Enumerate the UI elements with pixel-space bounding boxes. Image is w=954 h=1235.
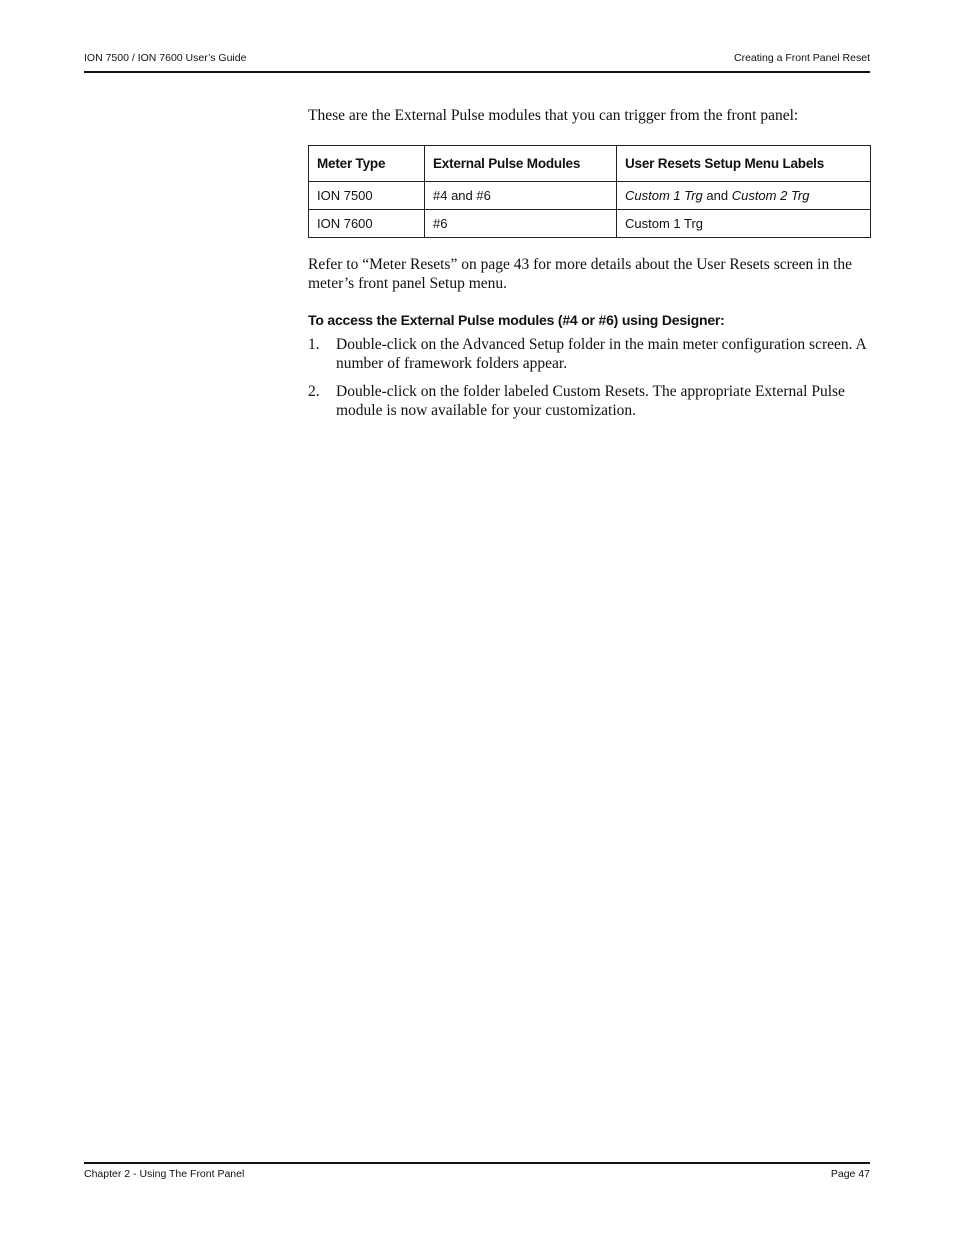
procedure-heading: To access the External Pulse modules (#4 or #6) using Designer: [308,312,725,328]
header-section-title: Creating a Front Panel Reset [734,52,870,64]
cell-meter-type: ION 7500 [309,182,425,210]
column-header-menu-labels: User Resets Setup Menu Labels [617,146,871,182]
column-header-modules: External Pulse Modules [425,146,617,182]
cell-menu-labels [617,182,871,210]
table-row [309,182,871,210]
footer-chapter: Chapter 2 - Using The Front Panel [84,1168,245,1180]
menu-label-custom-2: Custom 2 Trg [731,188,810,203]
menu-label-joiner: and [702,188,732,203]
step-number: 1. [308,336,320,353]
cell-modules: #4 and #6 [425,182,617,210]
table-header-row [309,146,871,182]
step-text: Double-click on the Advanced Setup folder in the main meter configuration screen. A number of framework folders appear. [336,336,866,372]
list-item [308,382,870,420]
refer-paragraph: Refer to “Meter Resets” on page 43 for more details about the User Resets screen in the meter’s front panel Setup menu. [308,256,853,292]
running-footer [84,1162,870,1184]
column-header-meter-type: Meter Type [309,146,425,182]
cell-modules: #6 [425,210,617,238]
step-number: 2. [308,383,320,400]
procedure-steps [308,335,870,420]
cell-meter-type: ION 7600 [309,210,425,238]
intro-paragraph: These are the External Pulse modules that you can trigger from the front panel: [308,107,799,124]
header-guide-title: ION 7500 / ION 7600 User’s Guide [84,52,247,64]
list-item [308,335,870,373]
cell-menu-labels: Custom 1 Trg [617,210,871,238]
menu-label-custom-1: Custom 1 Trg [625,188,703,203]
table-row [309,210,871,238]
page-number: Page 47 [830,1168,870,1180]
running-header [84,51,870,73]
external-pulse-table [308,145,871,238]
page-body [308,106,870,429]
step-text: Double-click on the folder labeled Custom Resets. The appropriate External Pulse module is now available for your customization. [336,383,845,419]
